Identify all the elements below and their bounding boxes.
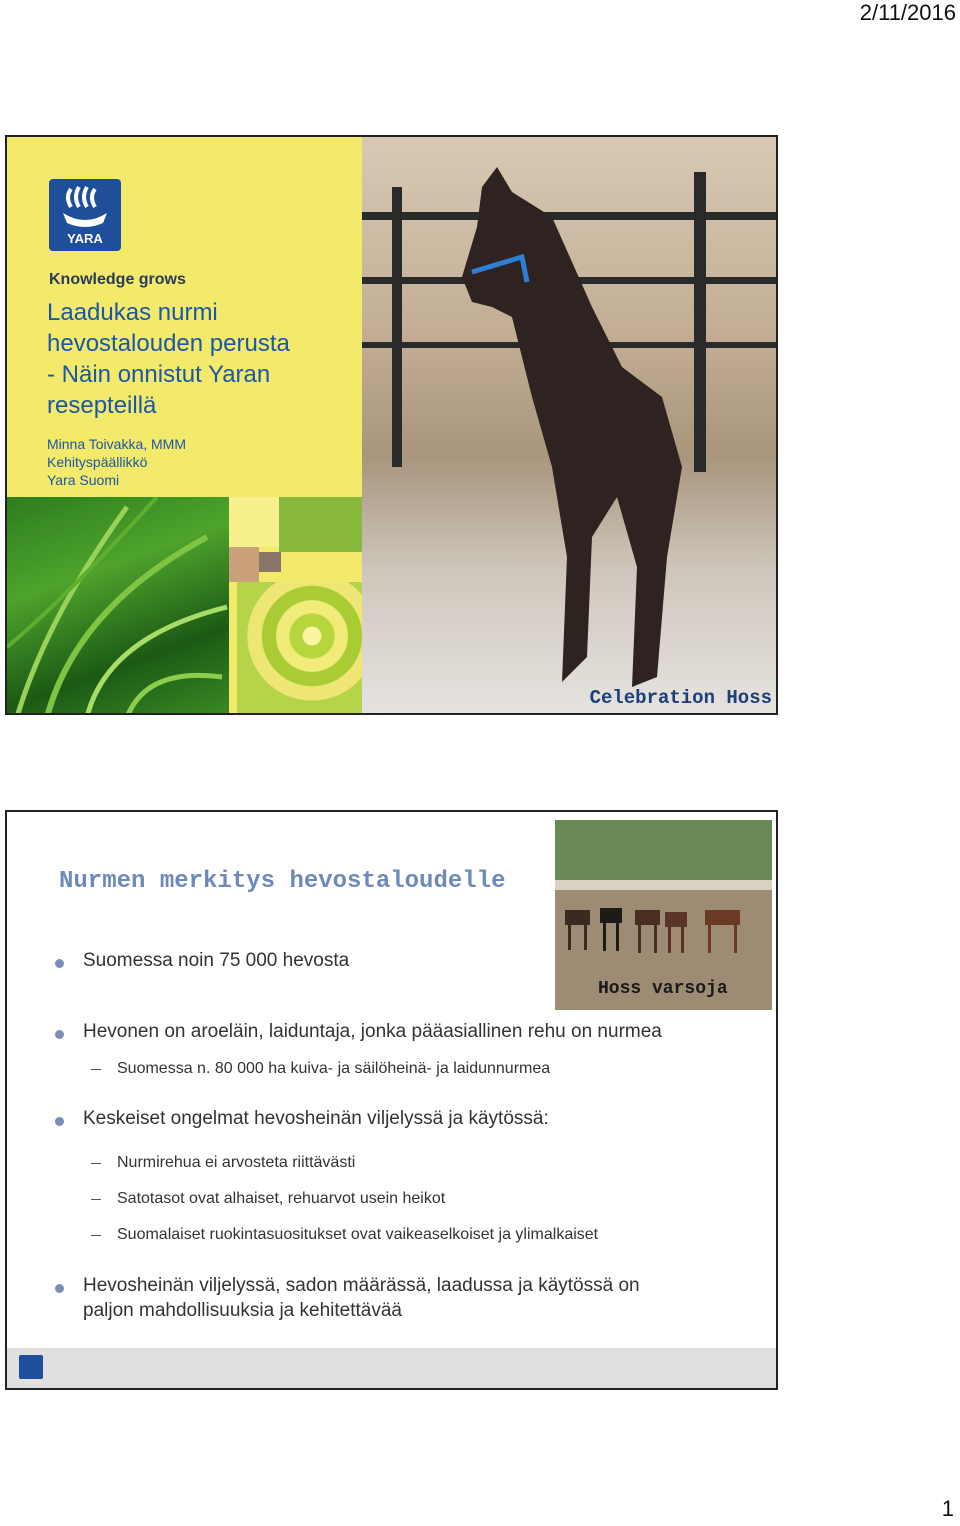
dash-icon: [91, 1163, 101, 1164]
yara-logo: [49, 179, 121, 251]
dash-icon: [91, 1235, 101, 1236]
decor-tiles: [229, 497, 362, 715]
bullet-dot-icon: [55, 1030, 64, 1039]
horse-photo: [362, 137, 778, 715]
slide-footer: [7, 1348, 776, 1388]
logo-wordmark: YARA: [67, 231, 103, 246]
slide-title: Laadukas nurmi hevostalouden perusta - Näin onnistut Yaran resepteillä: [47, 299, 290, 419]
tagline: Knowledge grows: [49, 271, 186, 288]
foals-photo: [555, 820, 772, 1010]
page-date: 2/11/2016: [859, 0, 956, 25]
grass-image: [7, 497, 229, 715]
slide-title: Nurmen merkitys hevostaloudelle: [59, 868, 506, 895]
bullet-dot-icon: [55, 1117, 64, 1126]
photo-caption: Celebration Hoss: [589, 687, 772, 709]
yara-mini-logo-icon: [19, 1355, 43, 1379]
title-panel: [7, 137, 362, 497]
title-slide: [5, 135, 778, 715]
bullet-dot-icon: [55, 959, 64, 968]
dash-icon: [91, 1199, 101, 1200]
page-number: 1: [941, 1496, 954, 1521]
content-slide: Nurmen merkitys hevostaloudelle Hoss varsoja Suomessa noin 75 000 hevosta Hevonen on aroeläin, laiduntaja, jonka pääasiallinen rehu on nurmea Suomessa n. 80 000 ha kuiva- ja säilöheinä- ja laidunnurmea Keskeiset ongelmat hevosheinän viljelyssä ja käytössä: Nurmirehua ei arvosteta riittävästi Satotasot ovat alhaiset, rehuarvot usein heikot Suomalaiset ruokintasuositukset ovat vaikeaselkoiset ja ylimalkaiset Hevosheinän viljelyssä, sadon määrässä, laadussa ja käytössä on paljon mahdollisuuksia ja kehitettävää: [5, 810, 778, 1390]
author-info: Minna Toivakka, MMM Kehityspäällikkö Yara Suomi: [47, 436, 187, 488]
bullet-dot-icon: [55, 1284, 64, 1293]
photo-caption: Hoss varsoja: [598, 979, 728, 999]
dash-icon: [91, 1069, 101, 1070]
